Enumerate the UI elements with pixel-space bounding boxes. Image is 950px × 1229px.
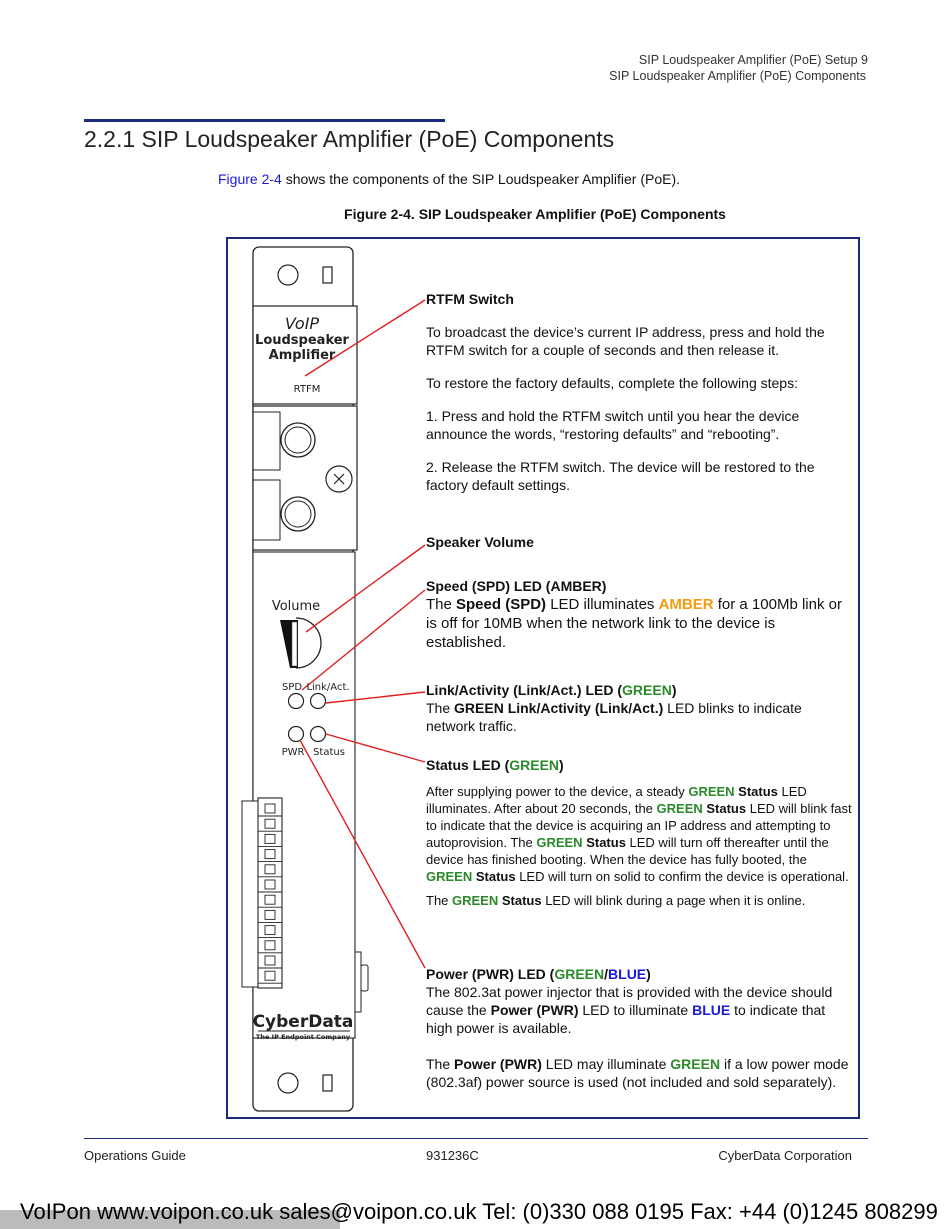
- terminal-cell-icon: [265, 910, 275, 919]
- footer-center: 931236C: [426, 1148, 479, 1163]
- terminal-cell-icon: [265, 865, 275, 874]
- terminal-cell-icon: [265, 804, 275, 813]
- rtfm-label: RTFM: [293, 384, 321, 395]
- status-description: After supplying power to the device, a steady GREEN Status LED illuminates. After about 20 seconds, the GREEN Status LED will blink fast to indicate that the device is acquiring an IP address and attempting to autoprovision. The GREEN Status LED will turn off thereafter until the device has finished booting. When the device has fully booted, the GREEN Status LED will turn on solid to confirm the device is operational.: [426, 784, 852, 884]
- speed-description: The Speed (SPD) LED illuminates AMBER for a 100Mb link or is off for 10MB when the network link to the device is established.: [426, 596, 842, 651]
- terminal-cell-icon: [265, 895, 275, 904]
- terminal-cell-icon: [265, 850, 275, 859]
- rtfm-paragraph-1: To broadcast the device’s current IP address, press and hold the RTFM switch for a couple of seconds and then release it.: [426, 324, 825, 358]
- mount-hole-icon: [278, 265, 298, 285]
- footer-right: CyberData Corporation: [718, 1148, 852, 1163]
- terminal-cell-icon: [265, 834, 275, 843]
- volume-label: Volume: [271, 599, 321, 614]
- pwr-label: PWR: [281, 747, 305, 758]
- brand-tagline: The IP Endpoint Company: [255, 1033, 351, 1041]
- mount-slot-icon: [323, 267, 332, 283]
- pwr-led-icon: [289, 727, 304, 742]
- terminal-cell-icon: [265, 926, 275, 935]
- rtfm-callout: [426, 290, 854, 494]
- status-callout: [426, 756, 854, 909]
- intro-text: shows the components of the SIP Loudspeaker Amplifier (PoE).: [281, 171, 680, 187]
- status-title: Status LED (GREEN): [426, 757, 564, 773]
- rtfm-step-2: 2. Release the RTFM switch. The device will be restored to the factory default settings.: [426, 459, 815, 493]
- device-name-line2: Amplifier: [268, 348, 336, 363]
- power-title: Power (PWR) LED (GREEN/BLUE): [426, 966, 651, 982]
- status-page-note: The GREEN Status LED will blink during a page when it is online.: [426, 893, 806, 908]
- device-voip-label: VoIP: [284, 314, 320, 333]
- mount-slot-icon: [323, 1075, 332, 1091]
- terminal-cell-icon: [265, 880, 275, 889]
- brand-logo: CyberData: [252, 1012, 354, 1032]
- rtfm-title: RTFM Switch: [426, 291, 514, 307]
- spd-label: SPD: [281, 682, 303, 693]
- figure-link[interactable]: Figure 2-4: [218, 171, 282, 187]
- power-callout: [426, 965, 854, 1091]
- terminal-cell-icon: [265, 956, 275, 965]
- status-led-icon: [311, 727, 326, 742]
- mount-hole-icon: [278, 1073, 298, 1093]
- power-low-mode-note: The Power (PWR) LED may illuminate GREEN if a low power mode (802.3af) power source is used (not included and sold separately).: [426, 1056, 849, 1090]
- link-callout: [426, 681, 854, 735]
- link-title: Link/Activity (Link/Act.) LED (GREEN): [426, 682, 677, 698]
- link-led-icon: [311, 694, 326, 709]
- running-header-section: SIP Loudspeaker Amplifier (PoE) Components: [609, 69, 866, 83]
- link-description: The GREEN Link/Activity (Link/Act.) LED blinks to indicate network traffic.: [426, 700, 802, 734]
- speaker-volume-title: Speaker Volume: [426, 534, 534, 550]
- section-title: 2.2.1 SIP Loudspeaker Amplifier (PoE) Components: [84, 126, 615, 152]
- bottom-banner-text: VoIPon www.voipon.co.uk sales@voipon.co.uk Tel: (0)330 088 0195 Fax: +44 (0)1245 808299: [20, 1199, 938, 1224]
- speed-title: Speed (SPD) LED (AMBER): [426, 578, 607, 594]
- figure-caption: Figure 2-4. SIP Loudspeaker Amplifier (PoE) Components: [344, 206, 726, 222]
- spd-led-icon: [289, 694, 304, 709]
- link-act-label: Link/Act.: [306, 682, 350, 693]
- footer-left: Operations Guide: [84, 1148, 186, 1163]
- status-label: Status: [313, 747, 345, 758]
- running-header-chapter: SIP Loudspeaker Amplifier (PoE) Setup 9: [638, 53, 868, 67]
- jack-icon: [281, 497, 315, 531]
- rtfm-step-1: 1. Press and hold the RTFM switch until you hear the device announce the words, “restoring defaults” and “rebooting”.: [426, 408, 800, 442]
- power-description: The 802.3at power injector that is provided with the device should cause the Power (PWR) LED to illuminate BLUE to indicate that high power is available.: [426, 984, 833, 1036]
- footer-rule: [84, 1138, 868, 1139]
- device-name-line1: Loudspeaker: [255, 333, 349, 348]
- rtfm-paragraph-2: To restore the factory defaults, complete the following steps:: [426, 375, 798, 391]
- terminal-cell-icon: [265, 971, 275, 980]
- speed-callout: [426, 577, 854, 652]
- jack-icon: [281, 423, 315, 457]
- terminal-cell-icon: [265, 819, 275, 828]
- terminal-cell-icon: [265, 941, 275, 950]
